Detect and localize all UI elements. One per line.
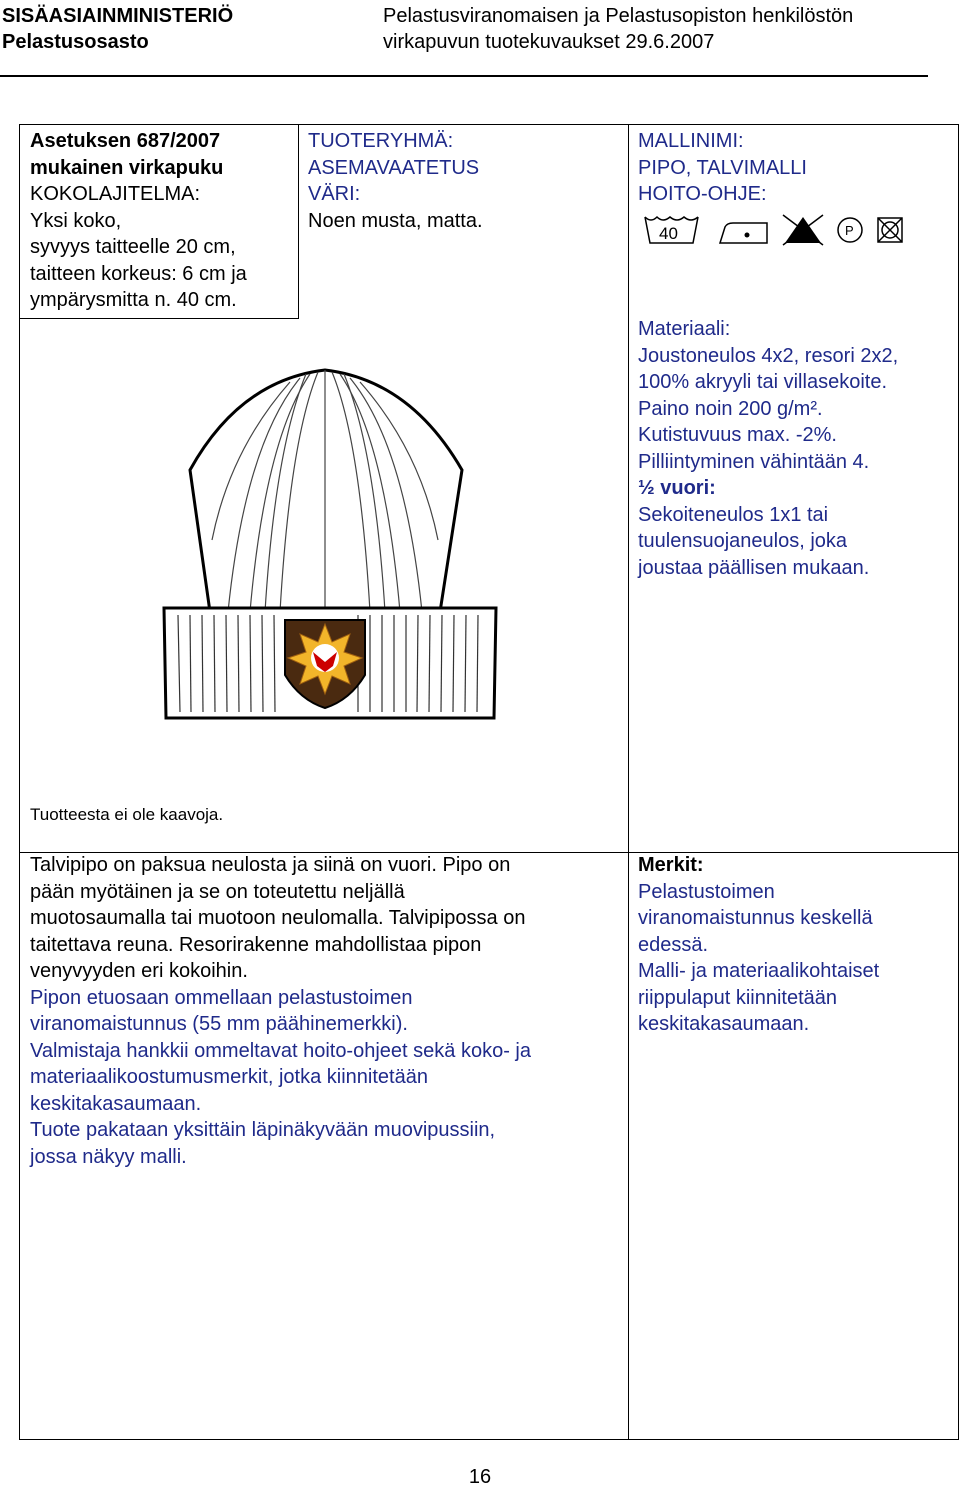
lining-label: ½ vuori: — [638, 477, 716, 499]
model-name-label: MALLINIMI: — [638, 130, 744, 152]
lining-line-2: tuulensuojaneulos, joka — [638, 530, 848, 552]
group-cell — [308, 128, 483, 234]
color-value: Noen musta, matta. — [308, 209, 483, 232]
ministry-name: SISÄASIAINMINISTERIÖ — [2, 5, 234, 27]
wash-40-icon — [643, 213, 703, 247]
description-line: taitettava reuna. Resorirakenne mahdollistaa pipon — [30, 933, 482, 956]
size-line-1: Yksi koko, — [30, 209, 122, 232]
dry-clean-p-icon — [835, 213, 865, 247]
material-line-4: Kutistuvuus max. -2%. — [638, 424, 837, 446]
description-line: muotosaumalla tai muotoon neulomalla. Talvipipossa on — [30, 907, 526, 929]
model-name-value: PIPO, TALVIMALLI — [638, 156, 807, 179]
marks-line-5: riippulaput kiinnitetään — [638, 986, 838, 1009]
care-instructions-label: HOITO-OHJE: — [638, 183, 767, 205]
marks-cell — [638, 852, 879, 1038]
document-title-line2: virkapuvun tuotekuvaukset 29.6.2007 — [383, 31, 715, 53]
marks-line-4: Malli- ja materiaalikohtaiset — [638, 960, 880, 982]
description-line: Talvipipo on paksua neulosta ja siinä on vuori. Pipo on — [30, 854, 511, 876]
dry-clean-letter: P — [845, 223, 854, 238]
material-line-1: Joustoneulos 4x2, resori 2x2, — [638, 344, 899, 367]
care-symbols — [643, 213, 905, 247]
size-range-label: KOKOLAJITELMA: — [30, 183, 201, 205]
no-bleach-icon — [781, 213, 825, 247]
material-label: Materiaali: — [638, 318, 731, 340]
size-line-3: taitteen korkeus: 6 cm ja — [30, 262, 247, 285]
description-line: Valmistaja hankkii ommeltavat hoito-ohjeet sekä koko- ja — [30, 1039, 531, 1062]
description-line: Tuote pakataan yksittäin läpinäkyvään muovipussiin, — [30, 1119, 496, 1141]
color-label: VÄRI: — [308, 183, 361, 205]
size-line-2: syvyys taitteelle 20 cm, — [30, 236, 236, 258]
lining-line-1: Sekoiteneulos 1x1 tai — [638, 503, 829, 526]
description-line: materiaalikoostumusmerkit, jotka kiinnitetään — [30, 1066, 428, 1088]
description-line: jossa näkyy malli. — [30, 1145, 187, 1168]
no-tumble-dry-icon — [875, 213, 905, 247]
regulation-line2: mukainen virkapuku — [30, 156, 224, 179]
column-divider-2 — [628, 124, 629, 852]
marks-line-3: edessä. — [638, 933, 709, 956]
wash-temperature: 40 — [659, 224, 678, 243]
column-divider-3 — [628, 852, 629, 1440]
material-block — [638, 316, 898, 581]
row-divider-1 — [19, 318, 299, 319]
description-line: keskitakasaumaan. — [30, 1092, 202, 1115]
marks-line-1: Pelastustoimen — [638, 880, 775, 903]
column-divider-1 — [298, 124, 299, 318]
beanie-illustration — [150, 340, 510, 725]
regulation-cell — [30, 128, 247, 314]
description-line: pään myötäinen ja se on toteutettu neljällä — [30, 880, 405, 903]
header-left — [2, 3, 233, 55]
document-title-line1: Pelastusviranomaisen ja Pelastusopiston henkilöstön — [383, 5, 854, 27]
marks-line-6: keskitakasaumaan. — [638, 1013, 810, 1035]
patterns-note: Tuotteesta ei ole kaavoja. — [30, 805, 224, 824]
material-line-5: Pilliintyminen vähintään 4. — [638, 450, 870, 473]
size-line-4: ympärysmitta n. 40 cm. — [30, 289, 237, 311]
regulation-line1: Asetuksen 687/2007 — [30, 130, 221, 152]
product-description — [30, 852, 531, 1170]
header-divider — [0, 75, 928, 77]
model-cell — [638, 128, 807, 208]
product-group-value: ASEMAVAATETUS — [308, 156, 480, 179]
header-right — [383, 3, 853, 55]
marks-line-2: viranomaistunnus keskellä — [638, 907, 873, 929]
iron-icon — [717, 213, 773, 247]
material-line-3: Paino noin 200 g/m². — [638, 397, 823, 420]
description-line: venyvyyden eri kokoihin. — [30, 960, 248, 982]
page-number: 16 — [468, 1466, 492, 1488]
lining-line-3: joustaa päällisen mukaan. — [638, 556, 870, 579]
description-line: viranomaistunnus (55 mm päähinemerkki). — [30, 1013, 408, 1035]
department-name: Pelastusosasto — [2, 31, 149, 53]
product-group-label: TUOTERYHMÄ: — [308, 130, 454, 152]
marks-label: Merkit: — [638, 854, 704, 876]
material-line-2: 100% akryyli tai villasekoite. — [638, 371, 887, 393]
description-line: Pipon etuosaan ommellaan pelastustoimen — [30, 986, 413, 1009]
